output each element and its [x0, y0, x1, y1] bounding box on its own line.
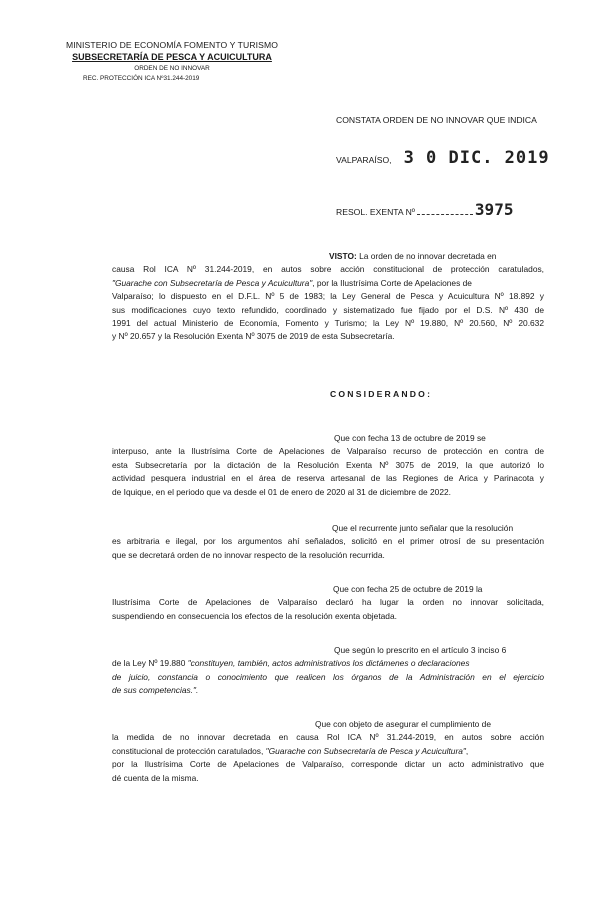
p4-line-3: de juicio, constancia o conocimiento que realicen los órganos de la Administración en el ejercicio: [112, 671, 544, 682]
place-date-row: [336, 148, 550, 168]
p4-line-2: de la Ley Nº 19.880 "constituyen, también, actos administrativos los dictámenes o declaraciones: [112, 658, 470, 669]
visto-label: VISTO:: [329, 251, 357, 261]
p3-line-1: Que con fecha 25 de octubre de 2019 la: [333, 584, 483, 594]
considerando-paragraph-1: [112, 432, 544, 499]
p1-line-5: de Iquique, en el periodo que va desde el 01 de enero de 2020 al 31 de diciembre de 2022.: [112, 486, 451, 497]
visto-line-3: "Guarache con Subsecretaría de Pesca y Acuicultura", por la Ilustrísima Corte de Apelaciones de: [112, 277, 472, 288]
considerando-paragraph-4: [112, 644, 544, 698]
document-title: CONSTATA ORDEN DE NO INNOVAR QUE INDICA: [336, 115, 537, 125]
p5-line-2: la medida de no innovar decretada en causa Rol ICA Nº 31.244-2019, en autos sobre acción: [112, 732, 544, 743]
considerando-paragraph-2: [112, 522, 544, 562]
considerando-paragraph-3: [112, 583, 544, 623]
visto-line-2: causa Rol ICA Nº 31.244-2019, en autos sobre acción constitucional de protección caratulados,: [112, 264, 544, 275]
p1-line-3: esta Subsecretaría por la dictación de la Resolución Exenta Nº 3075 de 2019, la que autorizó lo: [112, 459, 544, 470]
p5-line-4: por la Ilustrísima Corte de Apelaciones de Valparaíso, corresponde dictar un acto administrativo que: [112, 759, 544, 770]
case-reference: REC. PROTECCIÓN ICA Nº31.244-2019: [83, 75, 200, 82]
p1-line-4: actividad pesquera industrial en el área de reserva artesanal de las Regiones de Arica y Parinacota y: [112, 473, 544, 484]
resolution-row: [336, 200, 513, 219]
p3-line-2: Ilustrísima Corte de Apelaciones de Valparaíso declaró ha lugar la orden no innovar solicitada,: [112, 597, 544, 608]
place-label: VALPARAÍSO,: [336, 155, 392, 165]
subsecretaria-name: SUBSECRETARÍA DE PESCA Y ACUICULTURA: [72, 52, 272, 62]
visto-paragraph: [112, 250, 544, 344]
resolution-number: 3975: [474, 200, 514, 219]
p1-line-1: Que con fecha 13 de octubre de 2019 se: [334, 433, 486, 443]
p2-line-1: Que el recurrente junto señalar que la resolución: [332, 523, 514, 533]
p1-line-2: interpuso, ante la Ilustrísima Corte de Apelaciones de Valparaíso recurso de protección en contra de: [112, 446, 544, 457]
considerando-paragraph-5: [112, 718, 544, 785]
visto-line-1: VISTO: La orden de no innovar decretada en: [329, 251, 497, 261]
ministry-name: MINISTERIO DE ECONOMÍA FOMENTO Y TURISMO: [65, 40, 279, 50]
resolution-blank-line: [417, 213, 473, 215]
p4-line-1: Que según lo prescrito en el artículo 3 inciso 6: [334, 645, 507, 655]
visto-line-5: sus modificaciones cuyo texto refundido, coordinado y sistematizado fue fijado por el D.S. Nº 430 de: [112, 304, 544, 315]
p5-line-1: Que con objeto de asegurar el cumplimiento de: [315, 719, 491, 729]
orden-label: ORDEN DE NO INNOVAR: [134, 65, 210, 72]
p4-line-4: de sus competencias.".: [112, 685, 199, 696]
visto-line-6: 1991 del actual Ministerio de Economía, Fomento y Turismo; la Ley Nº 19.880, Nº 20.560, Nº 20.632: [112, 318, 544, 329]
p3-line-3: suspendiendo en consecuencia los efectos de la resolución exenta objetada.: [112, 610, 397, 621]
date-stamp: 3 0 DIC. 2019: [403, 148, 550, 168]
p2-line-2: es arbitraria e ilegal, por los argumentos ahí señalados, solicitó en el primer otrosí de su presentación: [112, 536, 544, 547]
considerando-heading: CONSIDERANDO:: [330, 389, 433, 399]
p5-line-5: dé cuenta de la misma.: [112, 772, 199, 783]
visto-line-4: Valparaíso; lo dispuesto en el D.F.L. Nº 5 de 1983; la Ley General de Pesca y Acuicultura Nº 18.892 y: [112, 291, 544, 302]
letterhead: [57, 40, 287, 82]
p2-line-3: que se decretará orden de no innovar respecto de la resolución recurrida.: [112, 549, 385, 560]
resolution-label: RESOL. EXENTA Nº: [336, 207, 415, 217]
visto-line-7: y Nº 20.657 y la Resolución Exenta Nº 3075 de 2019 de esta Subsecretaría.: [112, 331, 395, 342]
p5-line-3: constitucional de protección caratulados, "Guarache con Subsecretaría de Pesca y Acuicultura",: [112, 745, 469, 756]
